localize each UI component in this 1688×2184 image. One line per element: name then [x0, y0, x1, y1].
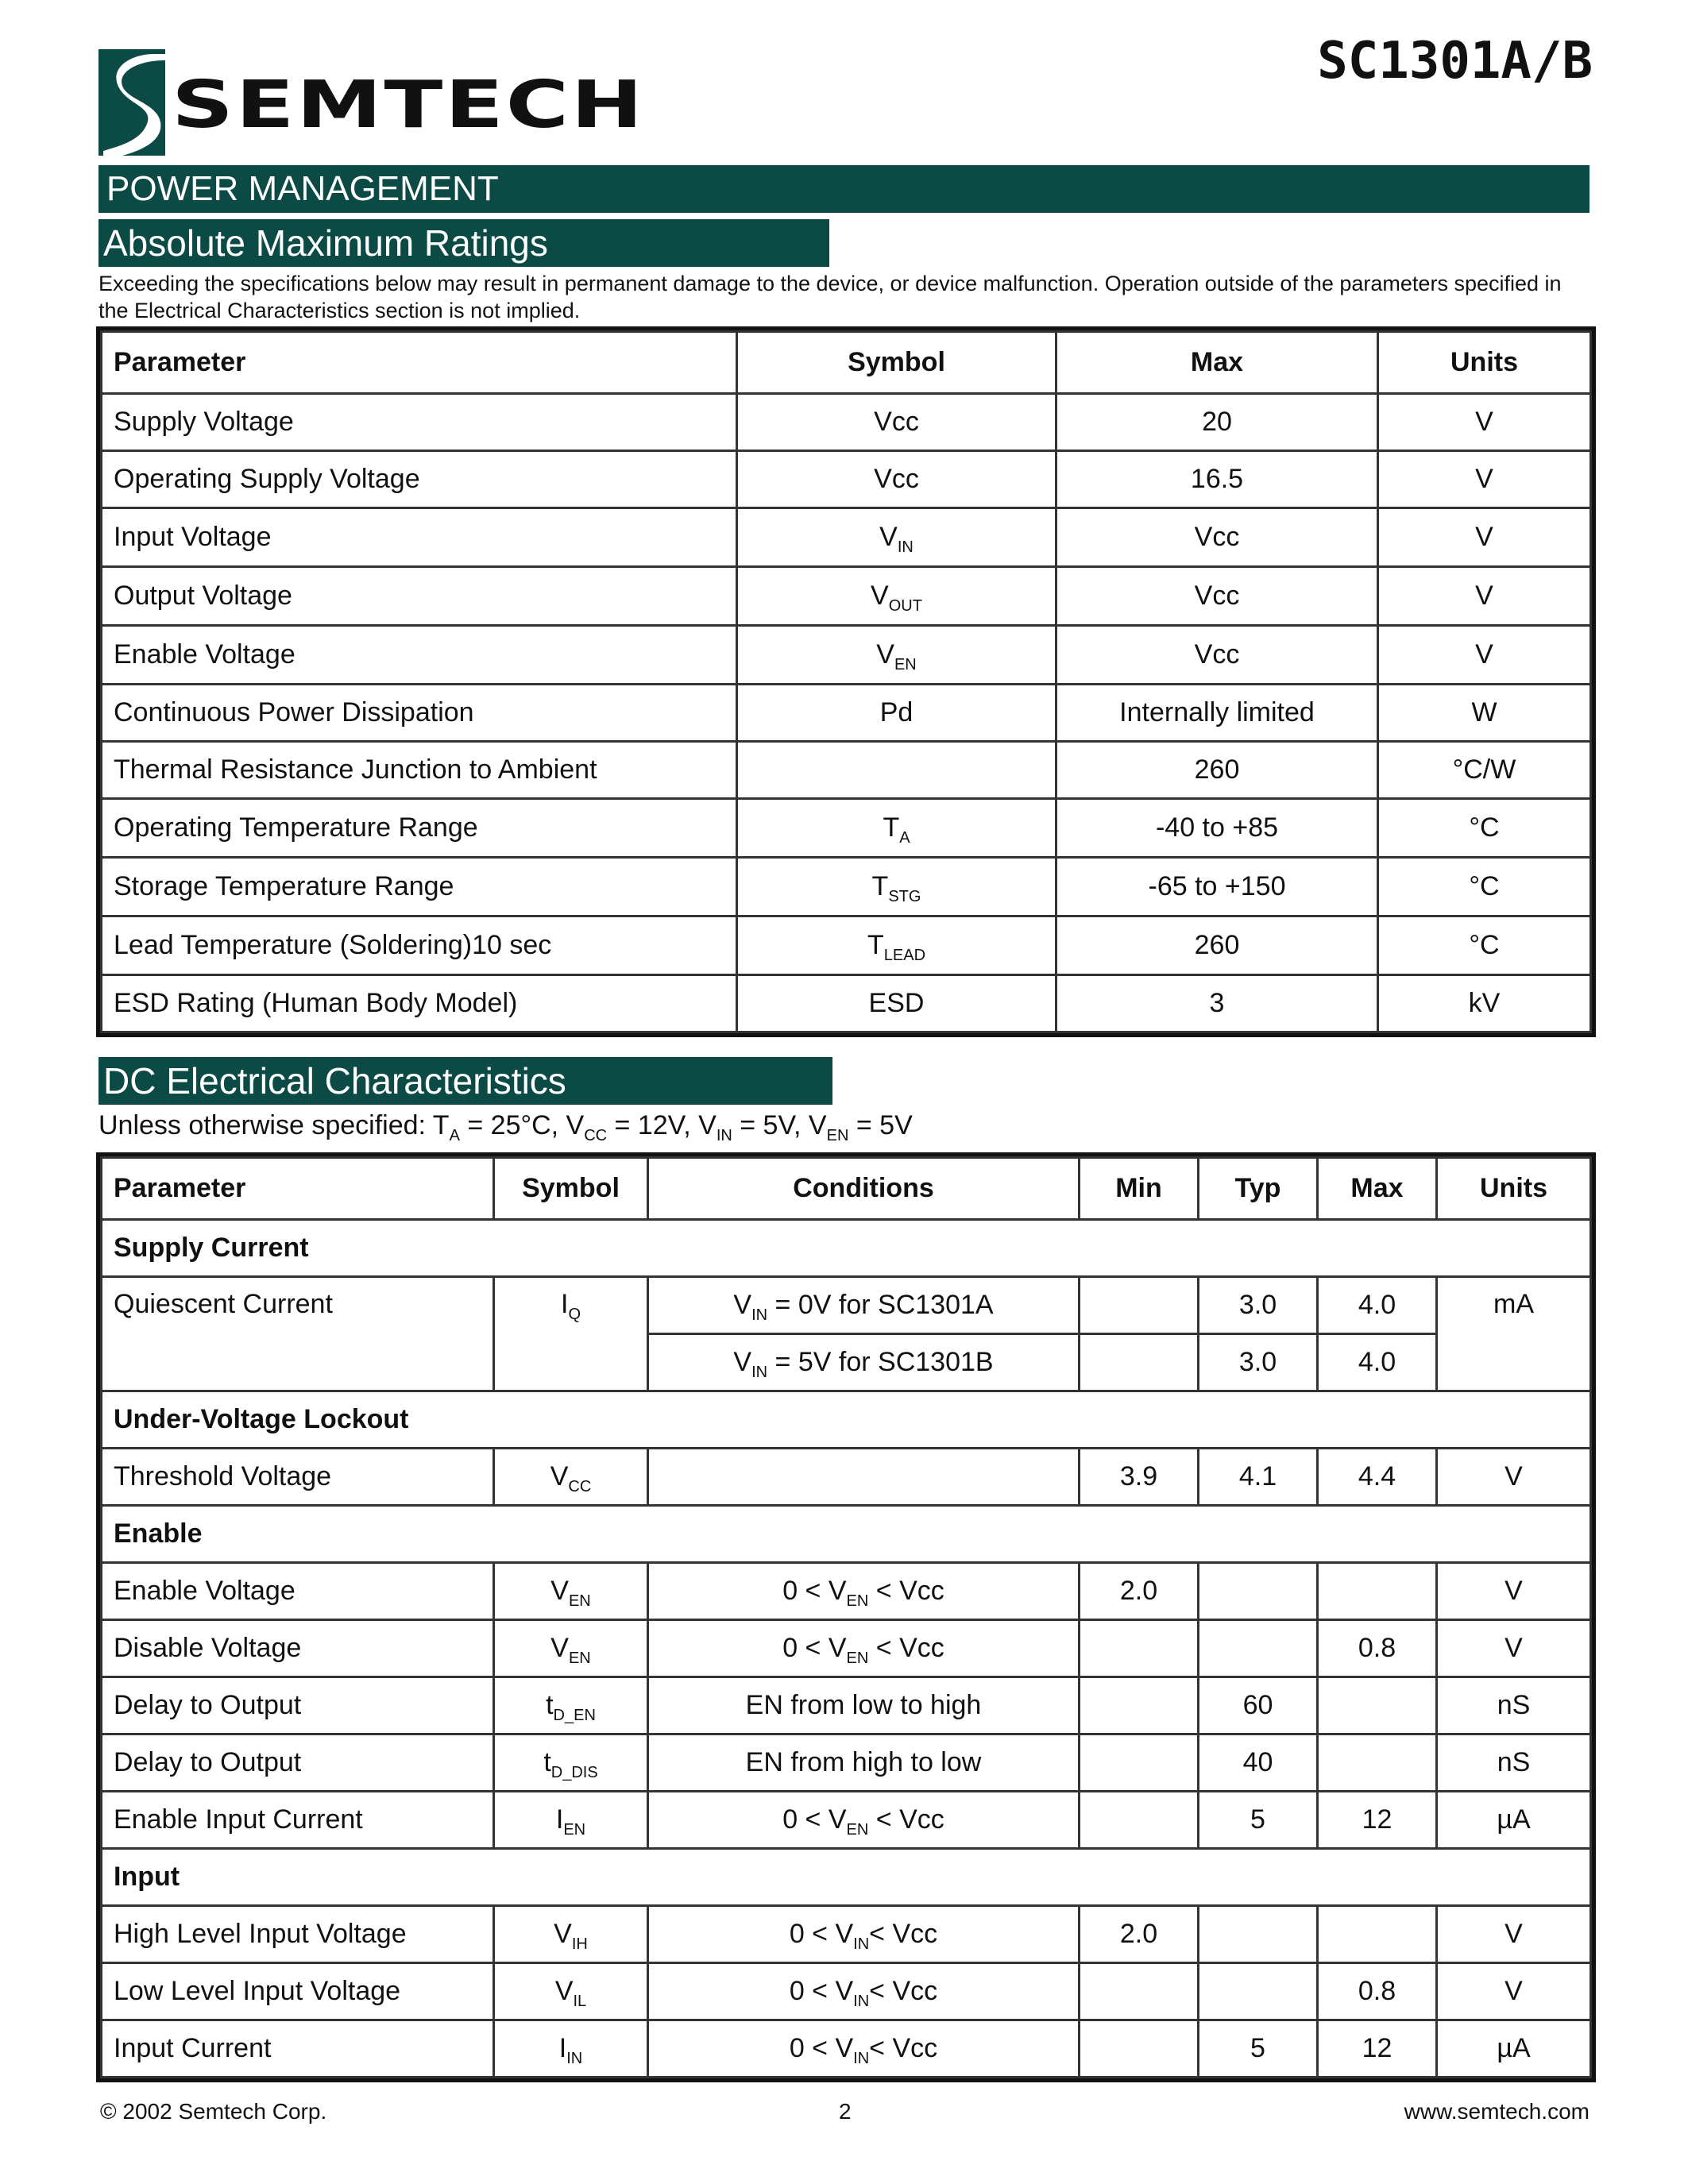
table-header-row: [102, 1158, 1591, 1220]
parameter-cell: Disable Voltage: [102, 1620, 494, 1677]
cond-text: EN from low to high: [745, 1690, 982, 1720]
cond-text: EN from high to low: [745, 1747, 982, 1777]
symbol-subscript: STG: [888, 888, 921, 905]
symbol-text: V: [550, 1576, 569, 1606]
parameter-cell: Threshold Voltage: [102, 1449, 494, 1506]
parameter-cell: Input Voltage: [102, 508, 737, 567]
max-cell: 3: [1056, 975, 1378, 1032]
symbol-text: V: [876, 639, 894, 669]
symbol-cell: [737, 742, 1056, 799]
units-cell: V: [1437, 1620, 1591, 1677]
typ-cell: 4.1: [1199, 1449, 1318, 1506]
max-cell: 12: [1318, 1792, 1437, 1849]
table-row: [102, 1620, 1591, 1677]
min-cell: [1080, 1677, 1199, 1734]
conditions-cell: [648, 1563, 1080, 1620]
units-cell: mA: [1437, 1277, 1591, 1391]
typ-cell: 3.0: [1199, 1277, 1318, 1334]
symbol-text: V: [879, 522, 898, 552]
symbol-text: V: [550, 1633, 569, 1663]
table-row: [102, 1677, 1591, 1734]
cond-sub: A: [449, 1127, 460, 1144]
symbol-cell: [494, 1906, 648, 1963]
symbol-cell: [494, 1677, 648, 1734]
units-cell: °C: [1378, 858, 1591, 916]
table-row: [102, 1563, 1591, 1620]
units-cell: V: [1378, 394, 1591, 451]
table-row: [102, 2020, 1591, 2078]
symbol-subscript: A: [899, 829, 910, 847]
parameter-cell: ESD Rating (Human Body Model): [102, 975, 737, 1032]
units-cell: °C/W: [1378, 742, 1591, 799]
max-cell: 16.5: [1056, 451, 1378, 508]
max-cell: [1318, 1677, 1437, 1734]
min-cell: 2.0: [1080, 1563, 1199, 1620]
symbol-cell: [737, 626, 1056, 685]
cond-subscript: IN: [751, 1364, 768, 1381]
units-cell: V: [1378, 626, 1591, 685]
group-label: Supply Current: [102, 1220, 1591, 1277]
max-cell: Vcc: [1056, 508, 1378, 567]
table-header-row: [102, 332, 1591, 394]
col-header: Symbol: [494, 1158, 648, 1220]
table-row: [102, 451, 1591, 508]
cond-text: 0 < V: [782, 1633, 847, 1663]
max-cell: 4.0: [1318, 1334, 1437, 1391]
table-row: [102, 394, 1591, 451]
symbol-subscript: Q: [568, 1306, 581, 1323]
footer-page-number: 2: [839, 2099, 852, 2124]
min-cell: [1080, 1620, 1199, 1677]
footer-copyright: © 2002 Semtech Corp.: [100, 2099, 327, 2124]
footer-url: www.semtech.com: [1404, 2099, 1590, 2124]
dc-conditions: [98, 1109, 913, 1144]
cond-text: < Vcc: [868, 1804, 944, 1835]
cond-text: 0 < V: [789, 2033, 854, 2063]
symbol-subscript: EN: [563, 1821, 586, 1839]
symbol-text: Vcc: [874, 407, 919, 437]
group-label: Input: [102, 1849, 1591, 1906]
amr-section-title: Absolute Maximum Ratings: [98, 219, 829, 267]
units-cell: V: [1437, 1963, 1591, 2020]
typ-cell: [1199, 1563, 1318, 1620]
min-cell: 2.0: [1080, 1906, 1199, 1963]
symbol-text: V: [871, 581, 889, 611]
max-cell: 4.0: [1318, 1277, 1437, 1334]
typ-cell: 3.0: [1199, 1334, 1318, 1391]
symbol-text: t: [546, 1690, 554, 1720]
cond-sub: CC: [584, 1127, 608, 1144]
symbol-text: T: [867, 930, 884, 960]
symbol-subscript: IH: [571, 1935, 588, 1953]
conditions-cell: [648, 1734, 1080, 1792]
col-header: Conditions: [648, 1158, 1080, 1220]
conditions-cell: [648, 1620, 1080, 1677]
group-row: [102, 1506, 1591, 1563]
symbol-cell: [737, 394, 1056, 451]
typ-cell: 60: [1199, 1677, 1318, 1734]
col-header: Units: [1437, 1158, 1591, 1220]
max-cell: 260: [1056, 742, 1378, 799]
group-row: [102, 1220, 1591, 1277]
symbol-subscript: IN: [566, 2050, 583, 2067]
semtech-logo: [98, 49, 645, 156]
units-cell: °C: [1378, 799, 1591, 858]
symbol-cell: [737, 508, 1056, 567]
parameter-cell: Low Level Input Voltage: [102, 1963, 494, 2020]
conditions-cell: [648, 1792, 1080, 1849]
cond-text: 0 < V: [782, 1576, 847, 1606]
cond-text: < Vcc: [869, 1976, 938, 2006]
part-number: SC1301A/B: [1317, 32, 1593, 91]
table-row: [102, 1906, 1591, 1963]
table-row: [102, 1277, 1591, 1334]
units-cell: V: [1378, 567, 1591, 626]
table-row: [102, 1734, 1591, 1792]
cond-text: 0 < V: [782, 1804, 847, 1835]
table-row: [102, 685, 1591, 742]
col-header: Min: [1080, 1158, 1199, 1220]
parameter-cell: Enable Voltage: [102, 626, 737, 685]
symbol-cell: [737, 567, 1056, 626]
symbol-cell: [737, 451, 1056, 508]
table-row: [102, 916, 1591, 975]
symbol-text: I: [560, 1289, 569, 1319]
max-cell: 12: [1318, 2020, 1437, 2078]
max-cell: 260: [1056, 916, 1378, 975]
conditions-cell: [648, 1677, 1080, 1734]
semtech-s-logo-icon: [98, 49, 165, 156]
col-header: Max: [1056, 332, 1378, 394]
symbol-text: V: [554, 1976, 574, 2006]
symbol-subscript: CC: [568, 1478, 592, 1495]
max-cell: [1318, 1734, 1437, 1792]
min-cell: 3.9: [1080, 1449, 1199, 1506]
symbol-text: Vcc: [874, 464, 919, 494]
table-row: [102, 975, 1591, 1032]
conditions-cell: [648, 1334, 1080, 1391]
cond-subscript: IN: [853, 1935, 870, 1953]
parameter-cell: Continuous Power Dissipation: [102, 685, 737, 742]
cond-sub: EN: [826, 1127, 849, 1144]
table-row: [102, 626, 1591, 685]
typ-cell: 40: [1199, 1734, 1318, 1792]
symbol-cell: [737, 799, 1056, 858]
symbol-text: t: [543, 1747, 551, 1777]
col-header: Parameter: [102, 332, 737, 394]
cond-text: = 5V for SC1301B: [767, 1347, 994, 1377]
cond-text: 0 < V: [789, 1976, 854, 2006]
symbol-subscript: OUT: [888, 597, 922, 615]
max-cell: Internally limited: [1056, 685, 1378, 742]
symbol-cell: [494, 1792, 648, 1849]
units-cell: µA: [1437, 2020, 1591, 2078]
typ-cell: [1199, 1620, 1318, 1677]
table-row: [102, 508, 1591, 567]
max-cell: 0.8: [1318, 1963, 1437, 2020]
symbol-text: T: [871, 871, 889, 901]
table-row: [102, 1963, 1591, 2020]
table-row: [102, 1449, 1591, 1506]
units-cell: nS: [1437, 1677, 1591, 1734]
cond-text: V: [733, 1290, 752, 1320]
parameter-cell: Delay to Output: [102, 1734, 494, 1792]
typ-cell: [1199, 1963, 1318, 2020]
col-header: Symbol: [737, 332, 1056, 394]
parameter-cell: High Level Input Voltage: [102, 1906, 494, 1963]
max-cell: 0.8: [1318, 1620, 1437, 1677]
parameter-cell: Input Current: [102, 2020, 494, 2078]
max-cell: [1318, 1563, 1437, 1620]
category-band: POWER MANAGEMENT: [98, 165, 1590, 213]
cond-text: < Vcc: [869, 2033, 938, 2063]
units-cell: V: [1378, 451, 1591, 508]
symbol-text: Pd: [879, 697, 914, 727]
parameter-cell: Storage Temperature Range: [102, 858, 737, 916]
dc-section-title: DC Electrical Characteristics: [98, 1057, 832, 1105]
max-cell: -40 to +85: [1056, 799, 1378, 858]
conditions-cell: [648, 1906, 1080, 1963]
symbol-subscript: IL: [573, 1993, 587, 2010]
symbol-cell: [737, 858, 1056, 916]
parameter-cell: Output Voltage: [102, 567, 737, 626]
cond-subscript: IN: [853, 2050, 870, 2067]
cond-subscript: EN: [846, 1821, 869, 1839]
col-header: Max: [1318, 1158, 1437, 1220]
units-cell: V: [1378, 508, 1591, 567]
units-cell: nS: [1437, 1734, 1591, 1792]
max-cell: -65 to +150: [1056, 858, 1378, 916]
cond-sub: IN: [716, 1127, 732, 1144]
units-cell: V: [1437, 1449, 1591, 1506]
cond-text: V: [733, 1347, 752, 1377]
symbol-subscript: LEAD: [883, 947, 926, 964]
symbol-cell: [494, 2020, 648, 2078]
symbol-text: T: [883, 812, 900, 843]
max-cell: 20: [1056, 394, 1378, 451]
col-header: Parameter: [102, 1158, 494, 1220]
parameter-cell: Supply Voltage: [102, 394, 737, 451]
table-row: [102, 1792, 1591, 1849]
col-header: Units: [1378, 332, 1591, 394]
col-header: Typ: [1199, 1158, 1318, 1220]
units-cell: V: [1437, 1563, 1591, 1620]
cond-text: 0 < V: [789, 1919, 854, 1949]
max-cell: 4.4: [1318, 1449, 1437, 1506]
typ-cell: 5: [1199, 2020, 1318, 2078]
dc-characteristics-table: [100, 1156, 1592, 2078]
parameter-cell: Enable Input Current: [102, 1792, 494, 1849]
cond-text: = 5V: [848, 1110, 913, 1140]
units-cell: V: [1437, 1906, 1591, 1963]
cond-text: = 5V, V: [732, 1110, 827, 1140]
symbol-cell: [494, 1734, 648, 1792]
min-cell: [1080, 1277, 1199, 1334]
table-row: [102, 799, 1591, 858]
typ-cell: [1199, 1906, 1318, 1963]
max-cell: [1318, 1906, 1437, 1963]
conditions-cell: [648, 1449, 1080, 1506]
symbol-cell: [737, 916, 1056, 975]
symbol-cell: [494, 1963, 648, 2020]
units-cell: kV: [1378, 975, 1591, 1032]
symbol-subscript: EN: [568, 1592, 591, 1610]
symbol-text: V: [550, 1461, 569, 1491]
table-row: [102, 858, 1591, 916]
symbol-text: V: [554, 1919, 572, 1949]
units-cell: °C: [1378, 916, 1591, 975]
conditions-cell: [648, 2020, 1080, 2078]
cond-subscript: IN: [853, 1993, 870, 2010]
min-cell: [1080, 1734, 1199, 1792]
symbol-text: I: [555, 1804, 564, 1835]
absolute-max-ratings-table: [100, 330, 1592, 1033]
cond-text: Unless otherwise specified: T: [98, 1110, 450, 1140]
group-row: [102, 1391, 1591, 1449]
min-cell: [1080, 2020, 1199, 2078]
table-row: [102, 567, 1591, 626]
symbol-cell: [494, 1449, 648, 1506]
amr-note: Exceeding the specifications below may result in permanent damage to the device, or device malfunction. Operation outside of the parameters specified in the Electrical Characteristics section is not implied.: [98, 272, 1562, 322]
symbol-cell: [494, 1563, 648, 1620]
symbol-subscript: EN: [894, 656, 917, 673]
parameter-cell: Quiescent Current: [102, 1277, 494, 1391]
group-row: [102, 1849, 1591, 1906]
parameter-cell: Enable Voltage: [102, 1563, 494, 1620]
conditions-cell: [648, 1277, 1080, 1334]
symbol-subscript: EN: [568, 1650, 591, 1667]
max-cell: Vcc: [1056, 567, 1378, 626]
parameter-cell: Lead Temperature (Soldering)10 sec: [102, 916, 737, 975]
symbol-cell: [737, 975, 1056, 1032]
min-cell: [1080, 1792, 1199, 1849]
parameter-cell: Delay to Output: [102, 1677, 494, 1734]
symbol-cell: [737, 685, 1056, 742]
cond-text: = 12V, V: [607, 1110, 717, 1140]
symbol-text: ESD: [868, 988, 925, 1018]
symbol-subscript: D_DIS: [550, 1764, 598, 1781]
cond-text: < Vcc: [868, 1576, 944, 1606]
symbol-text: I: [558, 2033, 567, 2063]
brand-wordmark: SEMTECH: [172, 68, 645, 143]
parameter-cell: Operating Temperature Range: [102, 799, 737, 858]
symbol-cell: [494, 1620, 648, 1677]
max-cell: Vcc: [1056, 626, 1378, 685]
symbol-cell: [494, 1277, 648, 1391]
cond-text: < Vcc: [869, 1919, 938, 1949]
symbol-subscript: IN: [897, 538, 914, 556]
symbol-subscript: D_EN: [553, 1707, 596, 1724]
cond-subscript: EN: [846, 1592, 869, 1610]
cond-text: = 25°C, V: [459, 1110, 585, 1140]
cond-text: < Vcc: [868, 1633, 944, 1663]
min-cell: [1080, 1963, 1199, 2020]
cond-subscript: EN: [846, 1650, 869, 1667]
group-label: Enable: [102, 1506, 1591, 1563]
units-cell: µA: [1437, 1792, 1591, 1849]
group-label: Under-Voltage Lockout: [102, 1391, 1591, 1449]
conditions-cell: [648, 1963, 1080, 2020]
min-cell: [1080, 1334, 1199, 1391]
parameter-cell: Thermal Resistance Junction to Ambient: [102, 742, 737, 799]
cond-text: = 0V for SC1301A: [767, 1290, 994, 1320]
units-cell: W: [1378, 685, 1591, 742]
parameter-cell: Operating Supply Voltage: [102, 451, 737, 508]
cond-subscript: IN: [751, 1306, 768, 1324]
typ-cell: 5: [1199, 1792, 1318, 1849]
table-row: [102, 742, 1591, 799]
